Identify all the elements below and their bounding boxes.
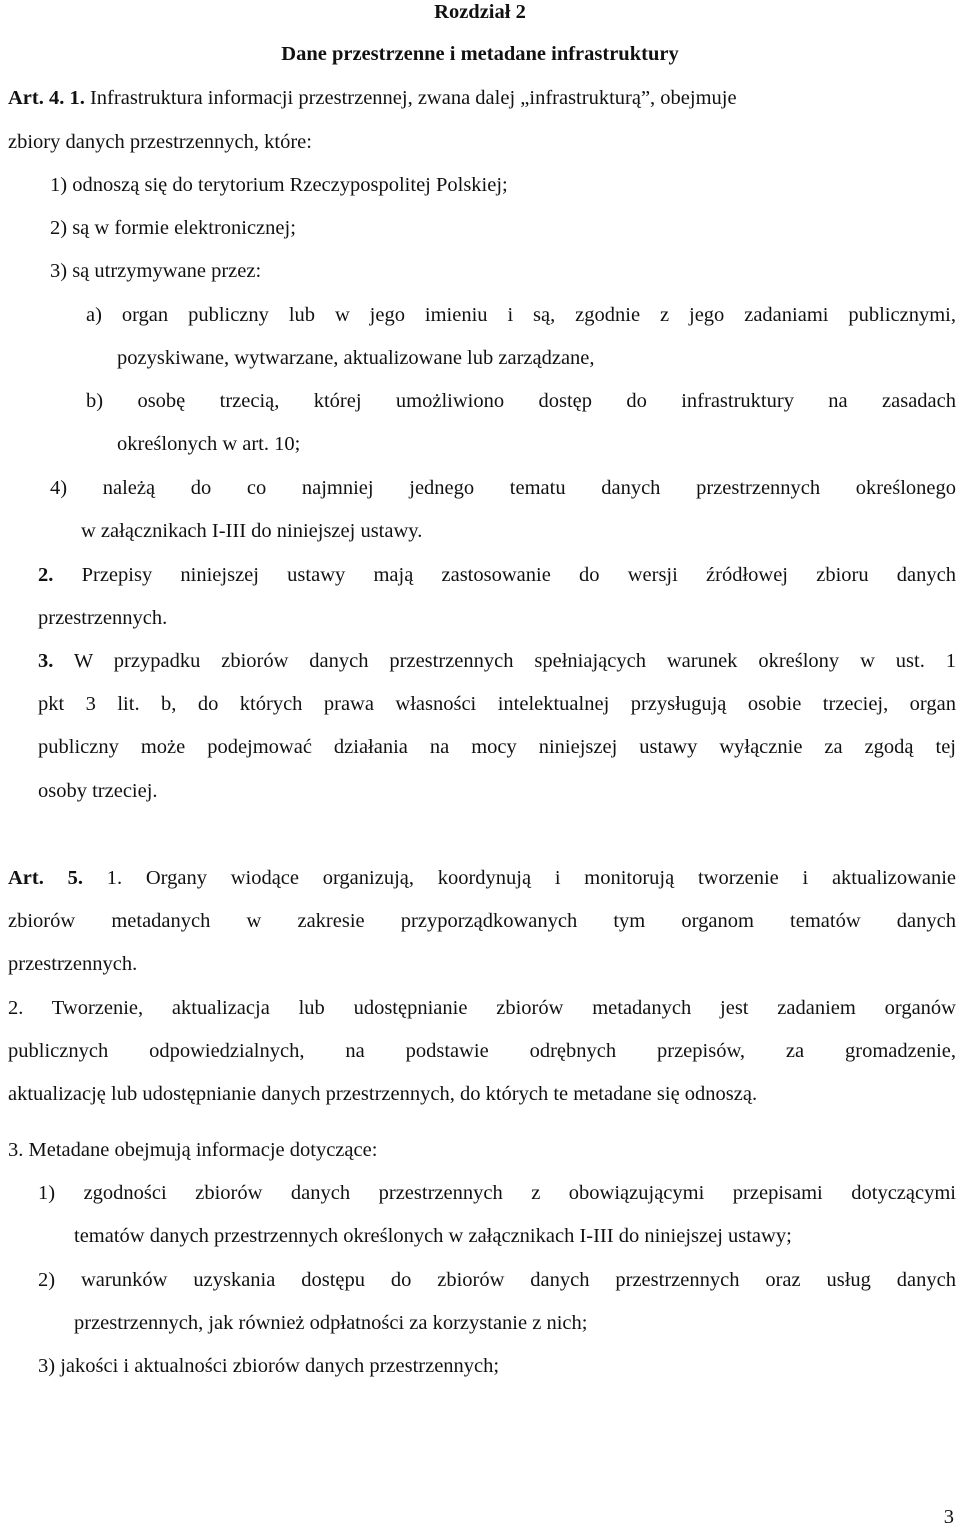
art5-item-1: 1) zgodności zbiorów danych przestrzennych z obowiązującymi przepisami dotyczącymi [38, 1182, 956, 1204]
art5-p1-text: Organy wiodące organizują, koordynują i monitorują tworzenie i aktualizowanie [145, 867, 957, 889]
art4-p2-text: Przepisy niniejszej ustawy mają zastosowanie do wersji źródłowej zbioru danych [81, 564, 956, 586]
art4-sub-a-cont: pozyskiwane, wytwarzane, aktualizowane lub zarządzane, [117, 347, 595, 369]
art5-p2-text: Tworzenie, aktualizacja lub udostępnianie zbiorów metadanych jest zadaniem organów [51, 997, 956, 1019]
art4-p3-cont-1: pkt 3 lit. b, do których prawa własności intelektualnej przysługują osobie trzeciej, organ [38, 693, 956, 715]
art4-p2-number: 2. [38, 564, 54, 586]
art5-item-3: 3) jakości i aktualności zbiorów danych przestrzennych; [38, 1355, 500, 1377]
art5-p2-cont-2: aktualizację lub udostępnianie danych przestrzennych, do których te metadane się odnoszą. [8, 1083, 758, 1105]
art4-item-4: 4) należą do co najmniej jednego tematu danych przestrzennych określonego [50, 477, 956, 499]
art4-p3-cont-3: osoby trzeciej. [38, 780, 158, 802]
art5-p3-number: 3. [8, 1139, 24, 1161]
art4-p3-text: W przypadku zbiorów danych przestrzennych spełniających warunek określony w ust. 1 [73, 650, 956, 672]
art5-p3-intro: Metadane obejmują informacje dotyczące: [28, 1139, 378, 1161]
art4-heading-line [8, 86, 737, 110]
art4-p1-intro-cont: zbiory danych przestrzennych, które: [8, 131, 312, 153]
art5-p3-line [8, 1138, 377, 1162]
art5-p1-number: 1. [106, 867, 123, 889]
art5-p2-cont-1: publicznych odpowiedzialnych, na podstawie odrębnych przepisów, za gromadzenie, [8, 1040, 956, 1062]
art4-p3-line [38, 649, 956, 673]
art4-sub-a: a) organ publiczny lub w jego imieniu i są, zgodnie z jego zadaniami publicznymi, [86, 304, 956, 326]
art4-p2-cont: przestrzennych. [38, 607, 168, 629]
art4-item-4-cont: w załącznikach I-III do niniejszej ustawy. [81, 520, 423, 542]
art4-p1-number: 1. [69, 87, 85, 109]
chapter-title: Rozdział 2 [434, 1, 526, 23]
art4-p1-intro: Infrastruktura informacji przestrzennej, zwana dalej „infrastrukturą”, obejmuje [89, 87, 737, 109]
art4-sub-b: b) osobę trzecią, której umożliwiono dostęp do infrastruktury na zasadach [86, 390, 956, 412]
chapter-subtitle: Dane przestrzenne i metadane infrastruktury [281, 43, 679, 65]
art5-item-1-cont: tematów danych przestrzennych określonych w załącznikach I-III do niniejszej ustawy; [74, 1225, 792, 1247]
art5-item-2-cont: przestrzennych, jak również odpłatności za korzystanie z nich; [74, 1312, 588, 1334]
art5-p2-line [8, 996, 956, 1020]
art5-p2-number: 2. [8, 997, 24, 1019]
art4-label: Art. 4. [8, 87, 65, 109]
art5-p1-cont-1: zbiorów metadanych w zakresie przyporządkowanych tym organom tematów danych [8, 910, 956, 932]
art4-sub-b-cont: określonych w art. 10; [117, 433, 301, 455]
art5-p1-cont-2: przestrzennych. [8, 953, 138, 975]
art4-item-3: 3) są utrzymywane przez: [50, 260, 262, 282]
art4-p3-cont-2: publiczny może podejmować działania na mocy niniejszej ustawy wyłącznie za zgodą tej [38, 736, 956, 758]
art5-item-2: 2) warunków uzyskania dostępu do zbiorów danych przestrzennych oraz usług danych [38, 1269, 956, 1291]
art5-label: Art. 5. [8, 867, 83, 889]
art4-p3-number: 3. [38, 650, 54, 672]
art4-item-1: 1) odnoszą się do terytorium Rzeczypospolitej Polskiej; [50, 174, 508, 196]
page-number: 3 [943, 1506, 954, 1528]
art4-p2-line [38, 563, 956, 587]
art4-item-2: 2) są w formie elektronicznej; [50, 217, 296, 239]
art5-heading-line [8, 866, 956, 890]
